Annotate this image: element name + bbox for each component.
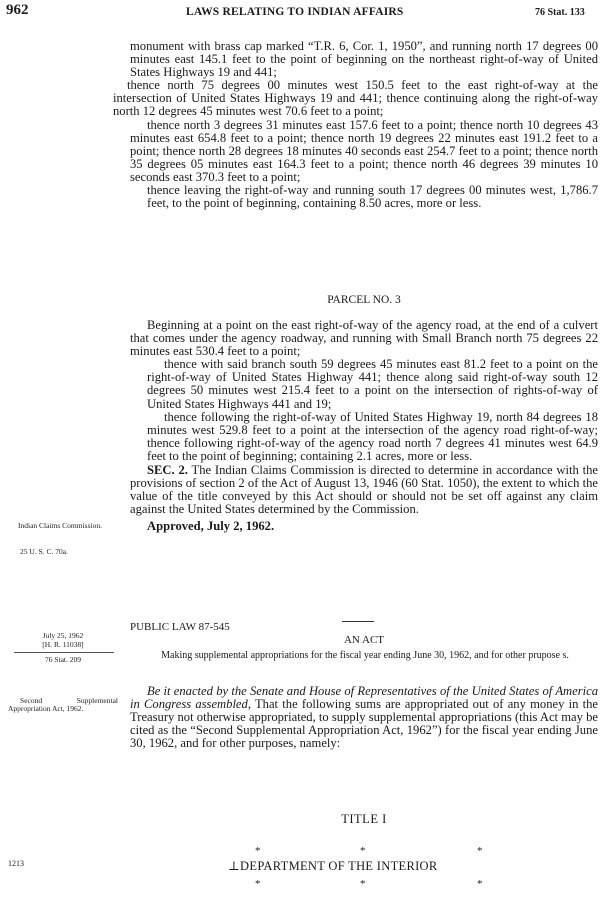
sidenote-hr: [H. R. 11038] <box>42 640 84 649</box>
sidenote-second-supplemental: Second Supplemental Appropriation Act, 1962. <box>8 696 118 714</box>
act-description: Making supplemental appropriations for the fiscal year ending June 30, 1962, and for other prupose s. <box>161 650 569 661</box>
an-act-heading: AN ACT <box>343 634 385 646</box>
section-2-text: The Indian Claims Commission is directed to determine in accordance with the provisions of section 2 of the Act of August 13, 1946 (60 Stat. 1050), the extent to which the value of the title conveyed by this Act should or should not be set off against any claim against the United States determined by the Commission. <box>130 463 598 517</box>
sidenote-usc: 25 U. S. C. 70a. <box>20 547 68 556</box>
main-column <box>113 39 598 211</box>
page-number: 962 <box>6 2 29 18</box>
public-law-label: PUBLIC LAW 87-545 <box>130 621 230 633</box>
star-4: * <box>255 878 261 890</box>
title-1-heading: TITLE I <box>341 812 387 826</box>
enacting-text: That the following sums are appropriated out of any money in the Treasury not otherwise appropriated, to supply supplemental appropriations (this Act may be cited as the “Second Supplemental Appropriation Act, 1962”) for the fiscal year ending June 30, 1962, and for other purposes, namely: <box>130 697 599 751</box>
sidenote-margin-number: 1213 <box>8 859 24 868</box>
paragraph-3: thence north 3 degrees 31 minutes east 157.6 feet to a point; thence north 10 degrees 43 minutes east 654.8 feet to a point; thence north 19 degrees 22 minutes east 191.2 feet to a point; thence north 28 degrees 18 minutes 40 seconds east 254.7 feet to a point; thence north 35 degrees 05 minutes east 164.3 feet to a point; thence north 46 degrees 39 minutes 10 seconds east 370.3 feet to a point; <box>130 117 598 184</box>
sidenote-stat-209: 76 Stat. 209 <box>44 655 82 664</box>
running-title: LAWS RELATING TO INDIAN AFFAIRS <box>186 6 404 18</box>
enacting-clause <box>130 685 598 750</box>
star-2: * <box>360 845 366 857</box>
paragraph-6: thence with said branch south 59 degrees 45 minutes east 81.2 feet to a point on the right-of-way of United States Highway 441; thence along said right-of-way south 12 degrees 50 minutes west 215.4 feet to a point on the intersection of rights-of-way of United States Highways 441 and 19; <box>147 357 598 411</box>
paragraph-2: thence north 75 degrees 00 minutes west 150.5 feet to the east right-of-way at the intersection of United States Highways 19 and 441; thence continuing along the right-of-way north 12 degrees 45 minutes west 70.6 feet to a point; <box>113 78 598 119</box>
star-6: * <box>477 878 483 890</box>
star-1: * <box>255 845 261 857</box>
enacting-italic: Be it enacted by the Senate and House of Representatives of the United States of America in Congress assembled, <box>130 684 598 712</box>
section-2-label: SEC. 2. <box>147 463 188 478</box>
sidenote-indian-claims: Indian Claims Commission. <box>18 521 102 530</box>
paragraph-1: monument with brass cap marked “T.R. 6, Cor. 1, 1950”, and running north 17 degrees 00 minutes east 145.1 feet to the point of beginning on the northeast right-of-way of United States Highways 19 and 441; <box>130 39 598 80</box>
parcel-heading: PARCEL NO. 3 <box>327 294 401 306</box>
paragraph-7: thence following the right-of-way of United States Highway 19, north 84 degrees 18 minutes west 529.8 feet to a point at the intersection of the agency road right-of-way; thence following right-of-way of the agency road north 7 degrees 41 minutes west 64.9 feet to the point of beginning; containing 2.1 acres, more or less. <box>147 409 598 463</box>
sidenote-date: July 25, 1962 <box>42 631 84 640</box>
enacting-clause-block <box>130 685 598 750</box>
section-2 <box>130 464 598 516</box>
star-5: * <box>360 878 366 890</box>
paragraph-4: thence leaving the right-of-way and running south 17 degrees 00 minutes west, 1,786.7 feet, to the point of beginning, containing 8.50 acres, more or less. <box>147 183 598 211</box>
star-3: * <box>477 845 483 857</box>
parcel-3-block <box>130 319 598 534</box>
sidenote-rule <box>14 652 114 653</box>
department-heading: ⊥DEPARTMENT OF THE INTERIOR <box>228 859 438 873</box>
approved-line: Approved, July 2, 1962. <box>147 519 275 534</box>
divider <box>342 621 374 622</box>
paragraph-5: Beginning at a point on the east right-of-way of the agency road, at the end of a culvert that comes under the agency roadway, and running with Small Branch north 75 degrees 22 minutes east 530.4 feet to a point; <box>130 318 598 359</box>
stat-reference: 76 Stat. 133 <box>535 7 585 18</box>
